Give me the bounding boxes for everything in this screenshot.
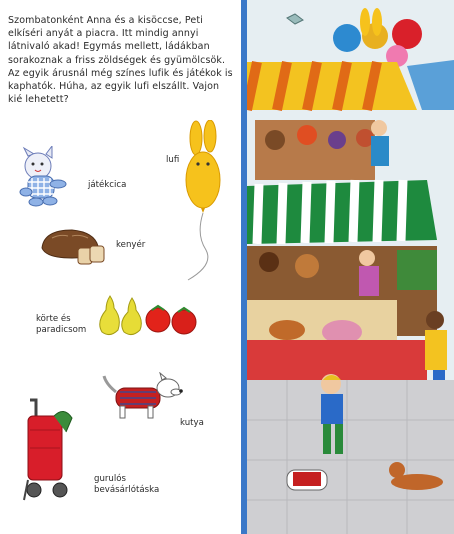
- item-label-pears-tomatoes: körte és paradicsom: [36, 314, 87, 335]
- toy-cat-icon: [16, 146, 78, 210]
- item-label-balloon: lufi: [166, 155, 180, 165]
- item-label-shopping-trolley: gurulós bevásárlótáska: [94, 474, 160, 495]
- bunny-balloon-icon: [178, 120, 228, 285]
- shopping-trolley-icon: [20, 396, 82, 504]
- bread-icon: [38, 224, 106, 266]
- item-label-dog: kutya: [180, 418, 204, 428]
- intro-text: Szombatonként Anna és a kisöccse, Peti elkíséri anyát a piacra. Itt mindig annyi látnivaló akad! Egymás mellett, ládákban sorakoznak a friss zöldségek és gyümölcsök. Az egyik árusnál még színes lufik és játékok is kaphatók. Húha, az egyik lufi elszállt. Vajon kié lehetett?: [8, 15, 233, 106]
- dog-icon: [98, 372, 188, 422]
- market-scene-illustration: [247, 0, 454, 534]
- item-label-toy-cat: játékcica: [88, 180, 127, 190]
- pears-tomatoes-icon: [96, 292, 206, 338]
- item-label-bread: kenyér: [116, 240, 146, 250]
